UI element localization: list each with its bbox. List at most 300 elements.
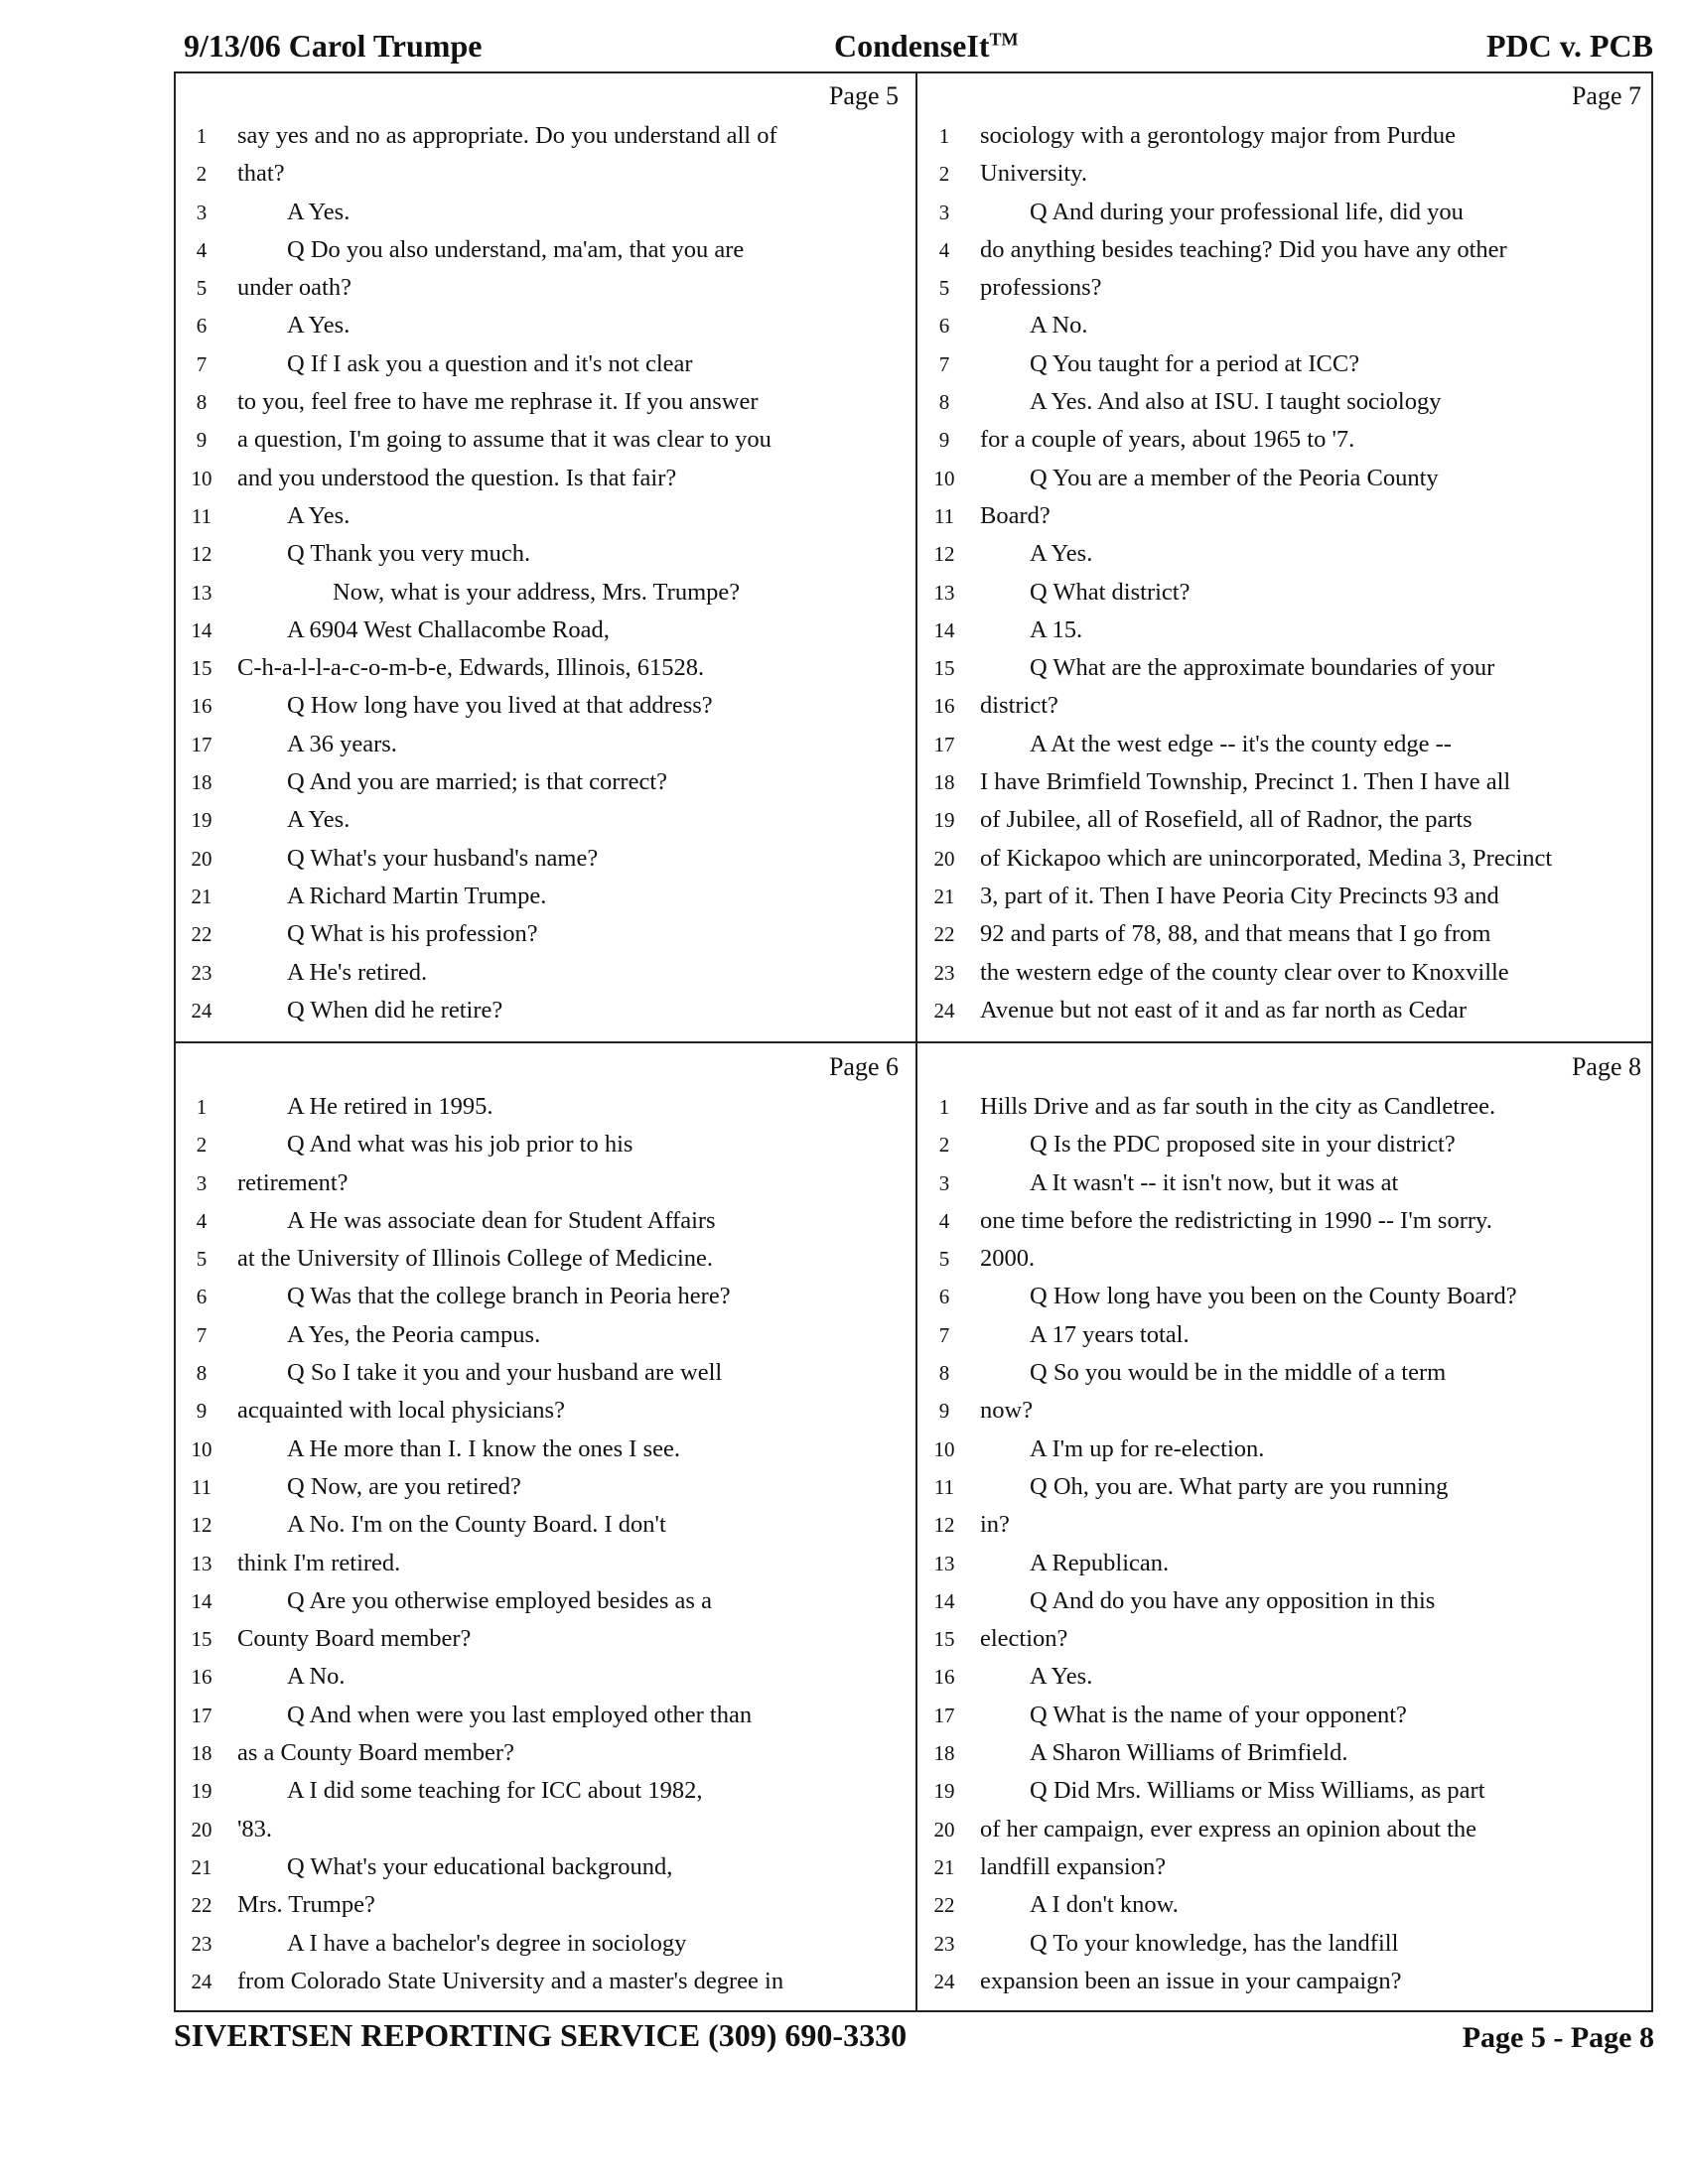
- line-text: Q Is the PDC proposed site in your district?: [1030, 1131, 1456, 1159]
- line-number: 11: [933, 1474, 955, 1499]
- line-number: 2: [938, 162, 950, 187]
- transcript-line: [918, 1468, 1653, 1506]
- line-text: Q How long have you lived at that address?: [287, 692, 713, 720]
- line-text: A 17 years total.: [1030, 1320, 1190, 1348]
- line-number: 4: [196, 1208, 208, 1233]
- line-text: Q Thank you very much.: [287, 540, 531, 568]
- horizontal-divider: [176, 1041, 1651, 1043]
- line-number: 5: [938, 1247, 950, 1272]
- line-number: 6: [938, 1285, 950, 1309]
- line-number: 12: [191, 1513, 212, 1538]
- line-text: now?: [980, 1397, 1034, 1425]
- line-text: Q When did he retire?: [287, 996, 503, 1024]
- line-text: Q And during your professional life, did you: [1030, 198, 1464, 225]
- page-lines: [918, 1088, 1653, 2000]
- line-number: 19: [933, 1779, 955, 1804]
- transcript-line: [176, 535, 911, 573]
- transcript-line: [918, 1354, 1653, 1392]
- transcript-line: [918, 1202, 1653, 1240]
- line-text: A Yes.: [287, 806, 351, 834]
- line-text: A He retired in 1995.: [287, 1093, 493, 1120]
- transcript-line: [176, 1545, 911, 1582]
- line-number: 18: [191, 1741, 212, 1766]
- transcript-line: [918, 1886, 1653, 1924]
- line-number: 4: [938, 237, 950, 262]
- line-number: 10: [933, 466, 955, 490]
- line-number: 16: [933, 1665, 955, 1690]
- line-number: 1: [938, 1095, 950, 1119]
- line-number: 6: [196, 1285, 208, 1309]
- line-number: 15: [933, 656, 955, 681]
- line-number: 23: [933, 960, 955, 985]
- line-text: A Yes.: [1030, 1663, 1093, 1691]
- transcript-line: [176, 269, 911, 307]
- header-product-name: CondenseIt: [834, 28, 990, 64]
- transcript-line: [176, 1734, 911, 1772]
- transcript-line: [176, 1620, 911, 1658]
- transcript-line: [176, 155, 911, 193]
- transcript-line: [918, 231, 1653, 269]
- transcript-line: [176, 915, 911, 953]
- transcript-line: [176, 194, 911, 231]
- line-text: Q How long have you been on the County Board?: [1030, 1283, 1517, 1310]
- transcript-line: [176, 1240, 911, 1278]
- line-number: 2: [196, 1133, 208, 1158]
- line-text: expansion been an issue in your campaign?: [980, 1967, 1402, 1994]
- line-text: A 15.: [1030, 615, 1083, 643]
- line-text: of her campaign, ever express an opinion about the: [980, 1815, 1477, 1843]
- line-text: Q Are you otherwise employed besides as a: [287, 1586, 712, 1614]
- page-label: Page 6: [828, 1052, 899, 1081]
- line-text: A I don't know.: [1030, 1891, 1179, 1919]
- line-number: 5: [196, 276, 208, 301]
- transcript-line: [918, 1392, 1653, 1430]
- line-number: 20: [933, 846, 955, 871]
- line-text: think I'm retired.: [237, 1549, 401, 1576]
- transcript-line: [918, 1658, 1653, 1696]
- line-number: 18: [933, 1741, 955, 1766]
- line-text: do anything besides teaching? Did you have any other: [980, 235, 1507, 263]
- line-text: A At the west edge -- it's the county edge --: [1030, 730, 1452, 757]
- transcript-line: [176, 1582, 911, 1620]
- line-number: 16: [191, 1665, 212, 1690]
- line-number: 5: [196, 1247, 208, 1272]
- transcript-line: [918, 1963, 1653, 2000]
- line-text: Q Now, are you retired?: [287, 1472, 521, 1500]
- line-number: 20: [191, 846, 212, 871]
- transcript-line: [176, 497, 911, 535]
- line-text: Q So I take it you and your husband are well: [287, 1359, 723, 1387]
- transcript-line: [918, 1278, 1653, 1315]
- line-number: 1: [938, 124, 950, 148]
- transcript-line: [176, 1316, 911, 1354]
- line-text: A Yes. And also at ISU. I taught sociology: [1030, 388, 1442, 416]
- line-number: 23: [191, 960, 212, 985]
- line-text: A Yes, the Peoria campus.: [287, 1320, 541, 1348]
- line-number: 6: [196, 314, 208, 339]
- line-number: 14: [191, 617, 212, 642]
- transcript-line: [918, 1620, 1653, 1658]
- line-number: 15: [191, 656, 212, 681]
- transcript-line: [176, 1886, 911, 1924]
- line-number: 11: [933, 503, 955, 528]
- line-number: 10: [933, 1436, 955, 1461]
- line-number: 5: [938, 276, 950, 301]
- line-text: C-h-a-l-l-a-c-o-m-b-e, Edwards, Illinois, 61528.: [237, 654, 705, 682]
- transcript-line: [176, 954, 911, 992]
- line-text: Q What's your husband's name?: [287, 844, 599, 872]
- line-text: Q You are a member of the Peoria County: [1030, 464, 1439, 491]
- line-number: 3: [196, 200, 208, 224]
- line-text: 2000.: [980, 1245, 1036, 1273]
- transcript-line: [176, 726, 911, 763]
- header-trademark: TM: [989, 29, 1019, 50]
- line-number: 21: [933, 1854, 955, 1879]
- line-number: 15: [191, 1627, 212, 1652]
- line-number: 2: [196, 162, 208, 187]
- page-label: Page 7: [1571, 81, 1641, 110]
- transcript-page-7: [918, 73, 1653, 1036]
- transcript-line: [918, 763, 1653, 801]
- line-number: 8: [938, 390, 950, 415]
- line-number: 10: [191, 466, 212, 490]
- header-case-name: PDC v. PCB: [1486, 28, 1653, 64]
- line-number: 9: [938, 428, 950, 453]
- line-text: that?: [237, 160, 285, 188]
- line-number: 19: [191, 808, 212, 833]
- line-text: County Board member?: [237, 1625, 472, 1653]
- transcript-line: [918, 1811, 1653, 1848]
- transcript-line: [918, 1545, 1653, 1582]
- line-number: 2: [938, 1133, 950, 1158]
- footer-page-range: Page 5 - Page 8: [1462, 2021, 1654, 2054]
- line-number: 24: [933, 1969, 955, 1993]
- line-text: Q And what was his job prior to his: [287, 1131, 633, 1159]
- line-number: 24: [933, 998, 955, 1023]
- line-text: A I'm up for re-election.: [1030, 1434, 1265, 1462]
- transcript-line: [176, 1811, 911, 1848]
- line-number: 14: [933, 617, 955, 642]
- transcript-line: [918, 954, 1653, 992]
- transcript-line: [918, 307, 1653, 344]
- transcript-line: [176, 992, 911, 1029]
- line-text: A No. I'm on the County Board. I don't: [287, 1511, 666, 1539]
- transcript-line: [176, 1431, 911, 1468]
- transcript-line: [918, 915, 1653, 953]
- line-number: 17: [191, 732, 212, 756]
- header-product: [834, 28, 1018, 65]
- line-text: Q If I ask you a question and it's not clear: [287, 349, 693, 377]
- line-number: 22: [933, 1893, 955, 1918]
- line-number: 4: [938, 1208, 950, 1233]
- line-number: 13: [191, 580, 212, 605]
- transcript-line: [176, 687, 911, 725]
- line-number: 9: [938, 1399, 950, 1424]
- line-text: Q What district?: [1030, 578, 1191, 606]
- line-number: 14: [933, 1588, 955, 1613]
- transcript-line: [176, 1468, 911, 1506]
- transcript-line: [918, 1240, 1653, 1278]
- transcript-line: [176, 649, 911, 687]
- line-text: one time before the redistricting in 1990 -- I'm sorry.: [980, 1206, 1492, 1234]
- line-text: A Yes.: [287, 501, 351, 529]
- line-number: 9: [196, 428, 208, 453]
- transcript-line: [176, 307, 911, 344]
- line-number: 18: [933, 770, 955, 795]
- line-number: 11: [191, 503, 212, 528]
- line-text: Q And when were you last employed other than: [287, 1701, 753, 1728]
- line-number: 15: [933, 1627, 955, 1652]
- line-text: A 36 years.: [287, 730, 397, 757]
- line-number: 22: [933, 922, 955, 947]
- line-text: Now, what is your address, Mrs. Trumpe?: [333, 578, 741, 606]
- line-text: A Sharon Williams of Brimfield.: [1030, 1739, 1348, 1767]
- transcript-line: [176, 763, 911, 801]
- line-number: 3: [196, 1170, 208, 1195]
- line-number: 13: [933, 1551, 955, 1575]
- line-text: professions?: [980, 274, 1102, 302]
- line-number: 21: [933, 884, 955, 908]
- transcript-line: [176, 574, 911, 612]
- transcript-line: [176, 460, 911, 497]
- line-text: of Jubilee, all of Rosefield, all of Radnor, the parts: [980, 806, 1473, 834]
- transcript-line: [176, 612, 911, 649]
- line-text: Q What are the approximate boundaries of your: [1030, 654, 1495, 682]
- line-number: 19: [933, 808, 955, 833]
- line-number: 16: [191, 694, 212, 719]
- transcript-page-8: [918, 1044, 1653, 2007]
- transcript-line: [176, 1925, 911, 1963]
- line-text: A I did some teaching for ICC about 1982,: [287, 1777, 703, 1805]
- line-number: 3: [938, 200, 950, 224]
- line-text: Board?: [980, 501, 1051, 529]
- line-text: A He was associate dean for Student Affairs: [287, 1206, 716, 1234]
- transcript-line: [918, 345, 1653, 383]
- transcript-line: [918, 687, 1653, 725]
- transcript-line: [176, 345, 911, 383]
- transcript-line: [918, 992, 1653, 1029]
- line-number: 23: [191, 1931, 212, 1956]
- transcript-line: [918, 1506, 1653, 1544]
- line-number: 10: [191, 1436, 212, 1461]
- page-label: Page 5: [828, 81, 899, 110]
- line-text: acquainted with local physicians?: [237, 1397, 565, 1425]
- transcript-line: [176, 1772, 911, 1810]
- transcript-line: [918, 117, 1653, 155]
- line-text: 3, part of it. Then I have Peoria City Precincts 93 and: [980, 882, 1499, 909]
- line-text: Q So you would be in the middle of a term: [1030, 1359, 1447, 1387]
- line-text: A Yes.: [287, 198, 351, 225]
- line-number: 7: [196, 351, 208, 376]
- line-number: 11: [191, 1474, 212, 1499]
- transcript-line: [918, 878, 1653, 915]
- line-text: retirement?: [237, 1168, 349, 1196]
- line-text: election?: [980, 1625, 1068, 1653]
- line-text: to you, feel free to have me rephrase it. If you answer: [237, 388, 759, 416]
- transcript-line: [918, 1734, 1653, 1772]
- transcript-line: [918, 612, 1653, 649]
- line-text: sociology with a gerontology major from Purdue: [980, 122, 1457, 149]
- line-number: 20: [191, 1817, 212, 1842]
- line-number: 7: [196, 1322, 208, 1347]
- line-number: 22: [191, 1893, 212, 1918]
- line-number: 3: [938, 1170, 950, 1195]
- transcript-line: [176, 1848, 911, 1886]
- transcript-line: [176, 421, 911, 459]
- transcript-line: [176, 878, 911, 915]
- line-number: 21: [191, 884, 212, 908]
- footer-reporting-service: SIVERTSEN REPORTING SERVICE (309) 690-3330: [174, 2017, 908, 2053]
- line-text: under oath?: [237, 274, 351, 302]
- transcript-line: [918, 801, 1653, 839]
- transcript-line: [176, 1506, 911, 1544]
- line-text: say yes and no as appropriate. Do you understand all of: [237, 122, 777, 149]
- line-text: from Colorado State University and a master's degree in: [237, 1967, 784, 1994]
- line-number: 14: [191, 1588, 212, 1613]
- transcript-line: [176, 801, 911, 839]
- line-text: A Republican.: [1030, 1549, 1170, 1576]
- header-date-witness: 9/13/06 Carol Trumpe: [184, 28, 483, 64]
- transcript-line: [918, 269, 1653, 307]
- line-text: '83.: [237, 1815, 273, 1843]
- line-number: 17: [933, 732, 955, 756]
- line-number: 8: [196, 1361, 208, 1386]
- line-text: Q And you are married; is that correct?: [287, 768, 668, 796]
- line-text: for a couple of years, about 1965 to '7.: [980, 426, 1355, 454]
- line-number: 17: [191, 1703, 212, 1727]
- line-number: 7: [938, 351, 950, 376]
- transcript-line: [918, 1582, 1653, 1620]
- line-number: 6: [938, 314, 950, 339]
- line-text: of Kickapoo which are unincorporated, Medina 3, Precinct: [980, 844, 1553, 872]
- line-number: 8: [938, 1361, 950, 1386]
- line-number: 19: [191, 1779, 212, 1804]
- line-number: 24: [191, 998, 212, 1023]
- line-text: Hills Drive and as far south in the city as Candletree.: [980, 1093, 1496, 1120]
- transcript-line: [918, 1431, 1653, 1468]
- line-text: A No.: [287, 1663, 346, 1691]
- line-number: 21: [191, 1854, 212, 1879]
- transcript-line: [176, 231, 911, 269]
- page-lines: [918, 117, 1653, 1029]
- transcript-line: [918, 155, 1653, 193]
- transcript-line: [918, 383, 1653, 421]
- line-text: University.: [980, 160, 1087, 188]
- line-text: Q Did Mrs. Williams or Miss Williams, as part: [1030, 1777, 1485, 1805]
- line-text: A He's retired.: [287, 958, 428, 986]
- line-number: 12: [933, 542, 955, 567]
- transcript-page-5: [176, 73, 911, 1036]
- transcript-line: [918, 726, 1653, 763]
- line-text: in?: [980, 1511, 1010, 1539]
- transcript-line: [176, 1658, 911, 1696]
- line-text: A I have a bachelor's degree in sociology: [287, 1929, 687, 1957]
- line-text: A Yes.: [287, 312, 351, 340]
- line-number: 24: [191, 1969, 212, 1993]
- line-text: at the University of Illinois College of Medicine.: [237, 1245, 714, 1273]
- transcript-line: [176, 1963, 911, 2000]
- transcript-line: [918, 1316, 1653, 1354]
- line-number: 13: [933, 580, 955, 605]
- transcript-line: [176, 1088, 911, 1126]
- page-lines: [176, 117, 911, 1029]
- line-text: landfill expansion?: [980, 1852, 1167, 1880]
- transcript-page-6: [176, 1044, 911, 2007]
- transcript-line: [918, 574, 1653, 612]
- line-number: 8: [196, 390, 208, 415]
- line-number: 13: [191, 1551, 212, 1575]
- line-text: Q Oh, you are. What party are you running: [1030, 1472, 1449, 1500]
- transcript-line: [176, 117, 911, 155]
- page-label: Page 8: [1571, 1052, 1641, 1081]
- transcript-line: [918, 460, 1653, 497]
- transcript-line: [918, 649, 1653, 687]
- transcript-line: [918, 1126, 1653, 1163]
- transcript-line: [918, 1164, 1653, 1202]
- line-text: Q What is his profession?: [287, 920, 538, 948]
- line-text: Mrs. Trumpe?: [237, 1891, 375, 1919]
- transcript-line: [176, 1202, 911, 1240]
- line-number: 16: [933, 694, 955, 719]
- line-text: Q To your knowledge, has the landfill: [1030, 1929, 1399, 1957]
- transcript-line: [918, 194, 1653, 231]
- transcript-line: [176, 1126, 911, 1163]
- line-text: district?: [980, 692, 1058, 720]
- line-number: 9: [196, 1399, 208, 1424]
- line-text: Q And do you have any opposition in this: [1030, 1586, 1436, 1614]
- line-number: 4: [196, 237, 208, 262]
- line-text: Q Was that the college branch in Peoria here?: [287, 1283, 731, 1310]
- line-text: Q You taught for a period at ICC?: [1030, 349, 1360, 377]
- line-text: Q What's your educational background,: [287, 1852, 673, 1880]
- transcript-line: [918, 1772, 1653, 1810]
- line-number: 12: [191, 542, 212, 567]
- line-text: A He more than I. I know the ones I see.: [287, 1434, 680, 1462]
- line-number: 12: [933, 1513, 955, 1538]
- line-text: I have Brimfield Township, Precinct 1. Then I have all: [980, 768, 1511, 796]
- line-text: Q Do you also understand, ma'am, that you are: [287, 235, 745, 263]
- transcript-line: [176, 383, 911, 421]
- transcript-line: [176, 1697, 911, 1734]
- transcript-line: [176, 1164, 911, 1202]
- line-text: a question, I'm going to assume that it was clear to you: [237, 426, 772, 454]
- line-number: 1: [196, 124, 208, 148]
- transcript-grid: [174, 71, 1653, 2012]
- document-header: [184, 28, 1653, 73]
- line-number: 23: [933, 1931, 955, 1956]
- line-number: 22: [191, 922, 212, 947]
- transcript-line: [918, 1925, 1653, 1963]
- line-text: Q What is the name of your opponent?: [1030, 1701, 1407, 1728]
- transcript-line: [918, 535, 1653, 573]
- line-number: 1: [196, 1095, 208, 1119]
- line-number: 7: [938, 1322, 950, 1347]
- transcript-line: [918, 497, 1653, 535]
- line-number: 18: [191, 770, 212, 795]
- line-text: as a County Board member?: [237, 1739, 514, 1767]
- line-text: A No.: [1030, 312, 1088, 340]
- transcript-line: [918, 421, 1653, 459]
- line-text: and you understood the question. Is that fair?: [237, 464, 677, 491]
- transcript-line: [918, 1848, 1653, 1886]
- transcript-line: [176, 1392, 911, 1430]
- line-text: the western edge of the county clear over to Knoxville: [980, 958, 1509, 986]
- line-text: A 6904 West Challacombe Road,: [287, 615, 610, 643]
- page-lines: [176, 1088, 911, 2000]
- transcript-line: [918, 840, 1653, 878]
- line-text: A Richard Martin Trumpe.: [287, 882, 547, 909]
- transcript-line: [176, 1278, 911, 1315]
